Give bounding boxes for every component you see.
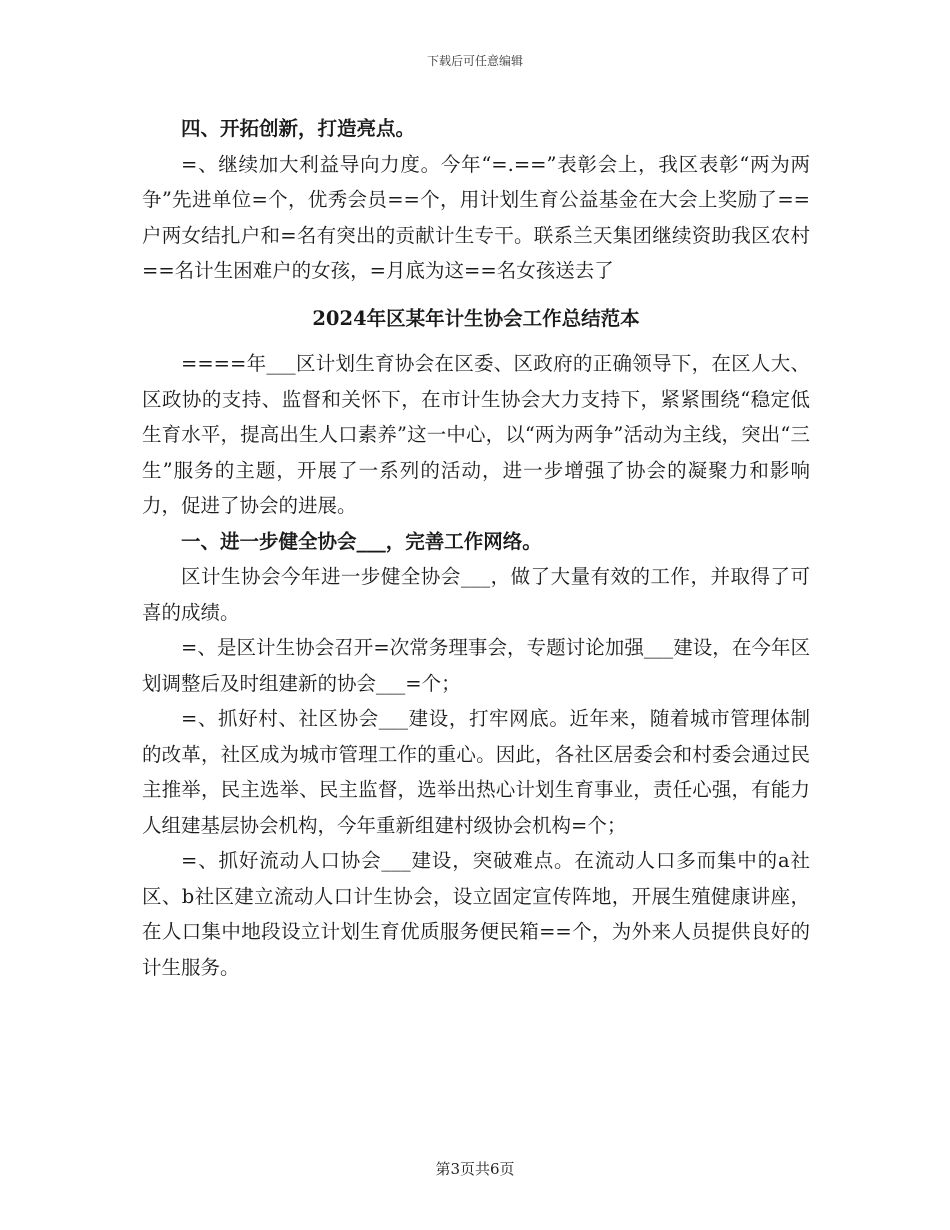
paragraph-community-association: =、抓好村、社区协会___建设，打牢网底。近年来，随着城市管理体制的改革，社区成为城市管理工作的重心。因此，各社区居委会和村委会通过民主推举，民主选举、民主监督，选举出热心计划生育事业，责任心强，有能力人组建基层协会机构，今年重新组建村级协会机构=个；	[142, 707, 810, 837]
section-heading-four: 四、开拓创新，打造亮点。	[181, 117, 416, 140]
document-body	[142, 111, 810, 985]
paragraph-floating-population: =、抓好流动人口协会___建设，突破难点。在流动人口多而集中的a社区、b社区建立流动人口计生协会，设立固定宣传阵地，开展生殖健康讲座，在人口集中地段设立计划生育优质服务便民箱==个，为外来人员提供良好的计生服务。	[142, 849, 810, 979]
article-title: 2024年区某年计生协会工作总结范本	[312, 306, 640, 330]
paragraph-organization: 区计生协会今年进一步健全协会___，做了大量有效的工作，并取得了可喜的成绩。	[142, 565, 810, 624]
section-heading-one: 一、进一步健全协会___，完善工作网络。	[181, 529, 542, 553]
page-header: 下载后可任意编辑	[426, 54, 523, 68]
page-number: 第3页共6页	[435, 1160, 515, 1178]
paragraph-incentive: =、继续加大利益导向力度。今年“=.==”表彰会上，我区表彰“两为两争”先进单位=个，优秀会员==个，用计划生育公益基金在大会上奖励了==户两女结扎户和=名有突出的贡献计生专干。联系兰天集团继续资助我区农村==名计生困难户的女孩，=月底为这==名女孩送去了	[142, 152, 810, 282]
paragraph-intro: ====年___区计划生育协会在区委、区政府的正确领导下，在区人大、区政协的支持、监督和关怀下，在市计生协会大力支持下，紧紧围绕“稳定低生育水平，提高出生人口素养”这一中心，以“两为两争”活动为主线，突出“三生”服务的主题，开展了一系列的活动，进一步增强了协会的凝聚力和影响力，促进了协会的进展。	[142, 352, 810, 517]
paragraph-council-meeting: =、是区计生协会召开=次常务理事会，专题讨论加强___建设，在今年区划调整后及时组建新的协会___=个；	[142, 636, 810, 695]
